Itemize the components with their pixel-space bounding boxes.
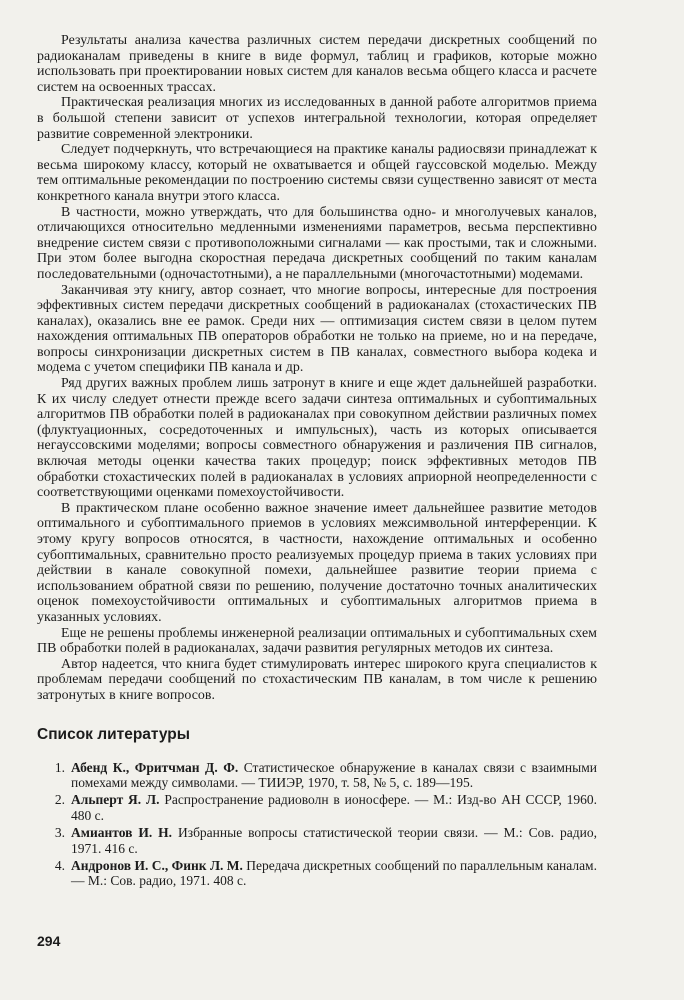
reference-number: 1.	[54, 759, 65, 775]
reference-authors: Абенд К., Фритчман Д. Ф.	[71, 759, 239, 775]
reference-list	[37, 760, 597, 889]
reference-text: Избранные вопросы статистической теории связи. — М.: Сов. радио, 1971. 416 с.	[71, 825, 597, 856]
reference-authors: Альперт Я. Л.	[71, 792, 160, 808]
page-body	[37, 33, 597, 891]
reference-text: Статистическое обнаружение в каналах связи с взаимными помехами между символами. — ТИИЭР, 1970, т. 58, № 5, с. 189—195.	[71, 759, 597, 790]
reference-authors: Андронов И. С., Финк Л. М.	[71, 857, 243, 873]
reference-text: Передача дискретных сообщений по параллельным каналам. — М.: Сов. радио, 1971. 408 с.	[71, 857, 597, 889]
reference-item	[37, 792, 597, 823]
body-paragraph: Результаты анализа качества различных систем передачи дискретных сообщений по радиоканалам приведены в книге в виде формул, таблиц и графиков, которые можно использовать при проектировании новых систем для каналов весьма общего класса и расчете систем на освоенных трассах.	[37, 33, 597, 95]
reference-number: 3.	[54, 825, 65, 841]
reference-number: 4.	[54, 857, 65, 873]
body-paragraph: Еще не решены проблемы инженерной реализации оптимальных и субоптимальных схем ПВ обработки полей в радиоканалах, задачи развития регулярных методов их синтеза.	[37, 625, 597, 657]
reference-body	[71, 825, 597, 856]
reference-body	[71, 858, 597, 889]
references-heading: Список литературы	[37, 725, 191, 743]
body-paragraph: Следует подчеркнуть, что встречающиеся на практике каналы радиосвязи принадлежат к весьма широкому классу, который не охватывается и общей гауссовской моделью. Между тем оптимальные рекомендации по построению системы связи существенно зависят от места конкретного канала внутри этого класса.	[37, 142, 597, 204]
reference-body	[71, 792, 597, 823]
body-paragraph: Автор надеется, что книга будет стимулировать интерес широкого круга специалистов к проблемам передачи сообщений по стохастическим ПВ каналам, в том числе к решению затронутых в книге вопросов.	[37, 656, 597, 703]
reference-authors: Амиантов И. Н.	[71, 825, 173, 841]
reference-body	[71, 760, 597, 791]
body-paragraph: Практическая реализация многих из исследованных в данной работе алгоритмов приема в большой степени зависит от успехов интегральной технологии, которая определяет развитие современной электроники.	[37, 95, 597, 142]
body-paragraph: В частности, можно утверждать, что для большинства одно- и многолучевых каналов, отличающихся относительно медленными изменениями параметров, весьма перспективно внедрение систем связи с противоположными сигналами — как простыми, так и сложными. При этом более выгодна скоростная передача дискретных сообщений по таким каналам последовательными (одночастотными), а не параллельными (многочастотными) модемами.	[37, 204, 597, 282]
reference-item	[37, 858, 597, 889]
reference-item	[37, 825, 597, 856]
body-paragraph: В практическом плане особенно важное значение имеет дальнейшее развитие методов оптимального и субоптимального приемов в условиях межсимвольной интерференции. К этому кругу вопросов относятся, в частности, нахождение оптимальных и особенно субоптимальных, сравнительно просто реализуемых процедур приема в таких условиях при действии в канале совокупной помехи, дальнейшее развитие теории приема с использованием обратной связи по решению, получение достаточно точных аналитических оценок помехоустойчивости оптимальных и субоптимальных алгоритмов приема в указанных условиях.	[37, 500, 597, 625]
body-paragraph: Заканчивая эту книгу, автор сознает, что многие вопросы, интересные для построения эффективных систем передачи дискретных сообщений в радиоканалах (стохастических ПВ каналах), оказались вне ее рамок. Среди них — оптимизация систем связи в целом путем нахождения оптимальных ПВ операторов обработки не только на приеме, но и на передаче, вопросы синхронизации дискретных систем в ПВ каналах, совместного выбора кодека и модема с учетом специфики ПВ канала и др.	[37, 282, 597, 376]
page-number: 294	[37, 933, 61, 949]
reference-item	[37, 760, 597, 791]
reference-number: 2.	[54, 792, 65, 808]
reference-text: Распространение радиоволн в ионосфере. — М.: Изд-во АН СССР, 1960. 480 с.	[71, 792, 597, 823]
body-paragraph: Ряд других важных проблем лишь затронут в книге и еще ждет дальнейшей разработки. К их числу следует отнести прежде всего задачи синтеза оптимальных и субоптимальных алгоритмов ПВ обработки полей в радиоканалах при совокупном действии различных помех (флуктуационных, сосредоточенных и импульсных), часть из которых описывается негауссовскими моделями; вопросы совместного обнаружения и различения ПВ сигналов, включая методы оценки качества таких процедур; поиск эффективных методов ПВ обработки стохастических полей в радиоканалах в условиях априорной неопределенности с соответствующими оценками помехоустойчивости.	[37, 376, 597, 501]
